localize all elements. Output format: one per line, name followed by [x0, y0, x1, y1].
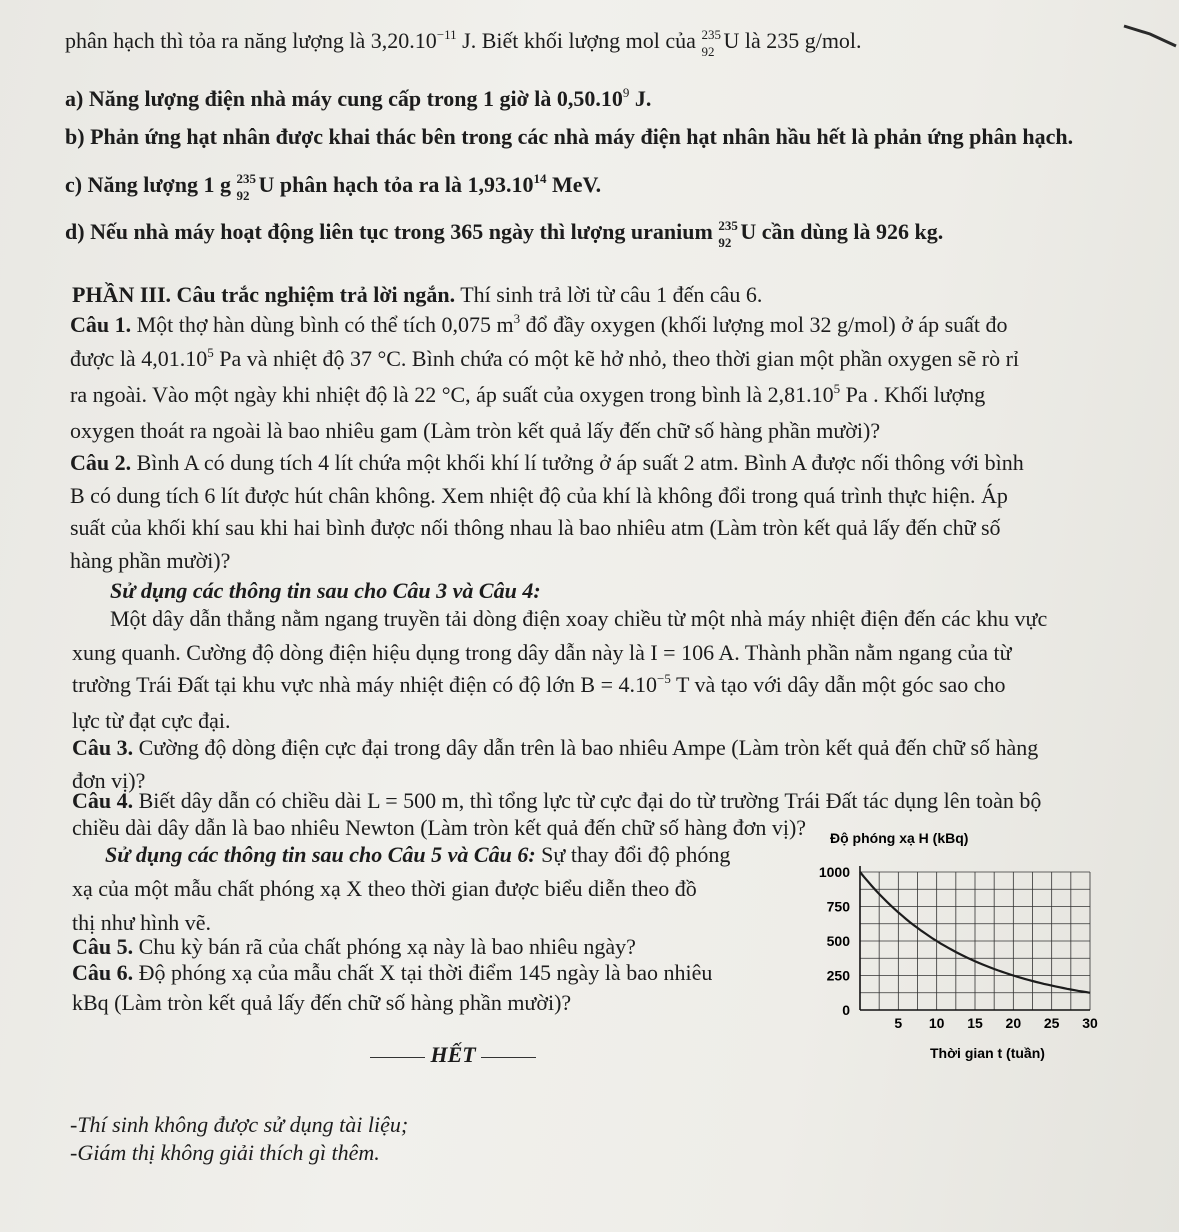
- y-tick-label: 750: [826, 898, 850, 915]
- q5-line-1: Câu 5. Chu kỳ bán rã của chất phóng xạ này là bao nhiêu ngày?: [72, 934, 636, 959]
- q6-line-1: Câu 6. Độ phóng xạ của mẫu chất X tại thời điểm 145 ngày là bao nhiêu: [72, 960, 713, 985]
- para56-line-2: xạ của một mẫu chất phóng xạ X theo thời gian được biểu diễn theo đồ: [72, 876, 697, 901]
- y-tick-label: 500: [826, 933, 850, 949]
- para34-line-4: lực từ đạt cực đại.: [72, 708, 231, 733]
- para34-line-2: xung quanh. Cường độ dòng điện hiệu dụng trong dây dẫn này là I = 106 A. Thành phần nằm ngang của từ: [72, 640, 1012, 665]
- y-tick-label: 0: [842, 1002, 850, 1018]
- text-line-1: phân hạch thì tỏa ra năng lượng là $3,20.10^{-11}$ J. Biết khối lượng mol của 235 92 U là 235 g/mol.: [65, 27, 862, 59]
- part3-heading: PHẦN III. Câu trắc nghiệm trả lời ngắn. Thí sinh trả lời từ câu 1 đến câu 6.: [72, 282, 763, 307]
- x-axis-label: Thời gian t (tuần): [930, 1045, 1045, 1061]
- y-tick-labels: [819, 864, 850, 1018]
- note-1: -Thí sinh không được sử dụng tài liệu;: [70, 1112, 409, 1137]
- x-tick-labels: [894, 1015, 1098, 1031]
- q2-line-3: suất của khối khí sau khi hai bình được nối thông nhau là bao nhiêu atm (Làm tròn kết quả lấy đến chữ số: [70, 515, 1001, 540]
- statement-b: b) Phản ứng hạt nhân được khai thác bên trong các nhà máy điện hạt nhân hầu hết là phản ứng phân hạch.: [65, 124, 1074, 149]
- q3-line-1: Câu 3. Cường độ dòng điện cực đại trong dây dẫn trên là bao nhiêu Ampe (Làm tròn kết quả đến chữ số hàng: [72, 735, 1039, 760]
- uranium-nuclide: 235 92: [236, 171, 256, 203]
- q1-line-3: ra ngoài. Vào một ngày khi nhiệt độ là 22 °C, áp suất của oxygen trong bình là 2,81.10$^5$ Pa . Khối lượng: [70, 381, 986, 407]
- uranium-nuclide: 235 92: [718, 218, 738, 250]
- info-q5-q6: Sử dụng các thông tin sau cho Câu 5 và Câu 6: Sự thay đổi độ phóng: [105, 842, 731, 867]
- pen-tip-icon: [1120, 20, 1179, 50]
- chart-grid: [860, 872, 1090, 1010]
- activity-decay-chart: [800, 830, 1100, 1070]
- end-marker: HẾT: [370, 1042, 536, 1068]
- y-tick-label: 250: [826, 967, 850, 984]
- note-2: -Giám thị không giải thích gì thêm.: [70, 1140, 380, 1165]
- statement-c: c) Năng lượng 1 g 235 92 U phân hạch tỏa ra là 1,93.10$^{14}$ MeV.: [65, 171, 602, 203]
- para56-line-3: thị như hình vẽ.: [72, 910, 212, 935]
- statement-d: d) Nếu nhà máy hoạt động liên tục trong 365 ngày thì lượng uranium 235 92 U cần dùng là 926 kg.: [65, 218, 944, 250]
- q2-line-4: hàng phần mười)?: [70, 548, 231, 573]
- info-q3-q4: Sử dụng các thông tin sau cho Câu 3 và Câu 4:: [110, 578, 541, 603]
- q4-line-1: Câu 4. Biết dây dẫn có chiều dài L = 500 m, thì tổng lực từ cực đại do từ trường Trái Đất tác dụng lên toàn bộ: [72, 788, 1042, 813]
- x-tick-label: 30: [1082, 1015, 1098, 1031]
- para34-line-3: trường Trái Đất tại khu vực nhà máy nhiệt điện có độ lớn $B = 4.10^{-5}$ T và tạo với dây dẫn một góc sao cho: [72, 671, 1006, 697]
- q1-line-4: oxygen thoát ra ngoài là bao nhiêu gam (Làm tròn kết quả lấy đến chữ số hàng phần mười)?: [70, 418, 881, 443]
- q1-line-2: được là 4,01.10$^5$ Pa và nhiệt độ 37 °C. Bình chứa có một kẽ hở nhỏ, theo thời gian một phần oxygen sẽ rò rỉ: [70, 345, 1020, 371]
- x-tick-label: 5: [894, 1015, 903, 1031]
- q6-line-2: kBq (Làm tròn kết quả lấy đến chữ số hàng phần mười)?: [72, 990, 572, 1015]
- q2-line-2: B có dung tích 6 lít được hút chân không. Xem nhiệt độ của khí là không đổi trong quá trình thực hiện. Áp: [70, 483, 1008, 508]
- x-tick-label: 25: [1043, 1015, 1060, 1031]
- q2-line-1: Câu 2. Bình A có dung tích 4 lít chứa một khối khí lí tưởng ở áp suất 2 atm. Bình A được nối thông với bình: [70, 450, 1024, 475]
- x-tick-label: 15: [967, 1015, 983, 1031]
- uranium-nuclide: 235 92: [701, 27, 721, 59]
- y-tick-label: 1000: [818, 864, 850, 880]
- q4-line-2: chiều dài dây dẫn là bao nhiêu Newton (Làm tròn kết quả đến chữ số hàng đơn vị)?: [72, 815, 807, 840]
- q3-line-2: đơn vị)?: [72, 768, 146, 793]
- para34-line-1: Một dây dẫn thẳng nằm ngang truyền tải dòng điện xoay chiều từ một nhà máy nhiệt điện đến các khu vực: [110, 606, 1048, 631]
- q1-line-1: Câu 1. Một thợ hàn dùng bình có thể tích 0,075 $m^3$ đổ đầy oxygen (khối lượng mol 32 g/mol) ở áp suất đo: [70, 311, 1008, 337]
- x-tick-label: 20: [1005, 1015, 1022, 1031]
- x-tick-label: 10: [928, 1015, 945, 1031]
- y-axis-label: Độ phóng xạ H (kBq): [830, 830, 969, 846]
- statement-a: a) Năng lượng điện nhà máy cung cấp trong 1 giờ là 0,50.10$^9$ J.: [65, 85, 652, 111]
